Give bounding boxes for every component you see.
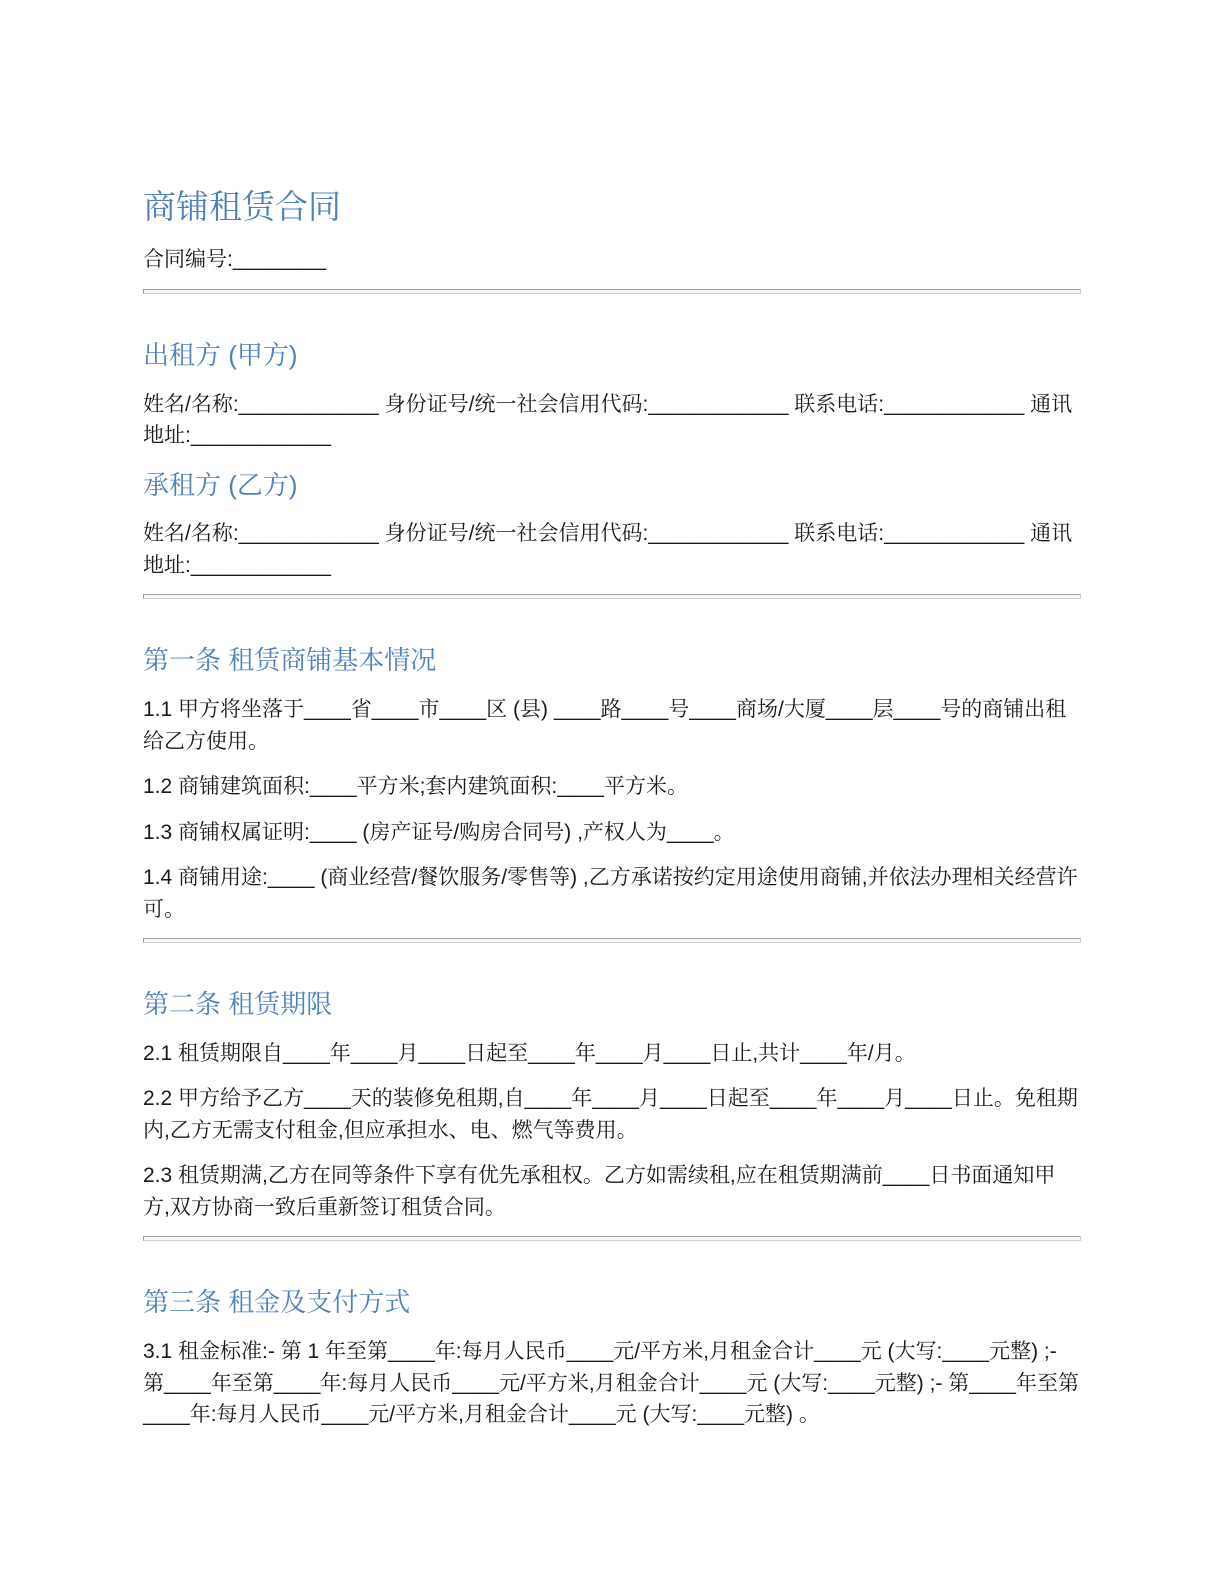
section-heading-premises: 第一条 租赁商铺基本情况 bbox=[143, 645, 437, 676]
party-info-lessor: 姓名/名称:____________ 身份证号/统一社会信用代码:____________ 联系电话:____________ 通讯地址:____________ bbox=[143, 392, 1073, 448]
section-divider bbox=[143, 938, 1081, 943]
clause-2-3: 2.3 租赁期满,乙方在同等条件下享有优先承租权。乙方如需续租,应在租赁期满前____日书面通知甲方,双方协商一致后重新签订租赁合同。 bbox=[143, 1164, 1056, 1219]
section-divider bbox=[143, 1236, 1081, 1241]
contract-number-line: 合同编号:________ bbox=[143, 248, 327, 272]
section-heading-rent-payment: 第三条 租金及支付方式 bbox=[143, 1287, 411, 1318]
clause-1-2: 1.2 商铺建筑面积:____平方米;套内建筑面积:____平方米。 bbox=[143, 775, 688, 799]
clause-2-1: 2.1 租赁期限自____年____月____日起至____年____月____日止,共计____年/月。 bbox=[143, 1041, 916, 1065]
document-title: 商铺租赁合同 bbox=[143, 188, 341, 225]
section-divider bbox=[143, 289, 1081, 294]
party-info-lessee: 姓名/名称:____________ 身份证号/统一社会信用代码:____________ 联系电话:____________ 通讯地址:____________ bbox=[143, 522, 1073, 577]
party-heading-lessor: 出租方 (甲方) bbox=[143, 339, 298, 370]
clause-1-1: 1.1 甲方将坐落于____省____市____区 (县) ____路____号____商场/大厦____层____号的商铺出租给乙方使用。 bbox=[143, 698, 1067, 753]
section-heading-lease-term: 第二条 租赁期限 bbox=[143, 989, 333, 1020]
clause-1-4: 1.4 商铺用途:____ (商业经营/餐饮服务/零售等) ,乙方承诺按约定用途使用商铺,并依法办理相关经营许可。 bbox=[143, 866, 1078, 921]
party-heading-lessee: 承租方 (乙方) bbox=[143, 469, 298, 500]
clause-3-1: 3.1 租金标准:- 第 1 年至第____年:每月人民币____元/平方米,月租金合计____元 (大写:____元整) ;- 第____年至第____年:每月人民币____元/平方米,月租金合计____元 (大写:____元整) ;- 第____年至第____年:每月人民币____元/平方米,月租金合计____元 (大写:____元整) 。 bbox=[143, 1340, 1079, 1427]
clause-2-2: 2.2 甲方给予乙方____天的装修免租期,自____年____月____日起至____年____月____日止。免租期内,乙方无需支付租金,但应承担水、电、燃气等费用。 bbox=[143, 1087, 1078, 1142]
clause-1-3: 1.3 商铺权属证明:____ (房产证号/购房合同号) ,产权人为____。 bbox=[143, 820, 735, 844]
section-divider bbox=[143, 594, 1081, 599]
